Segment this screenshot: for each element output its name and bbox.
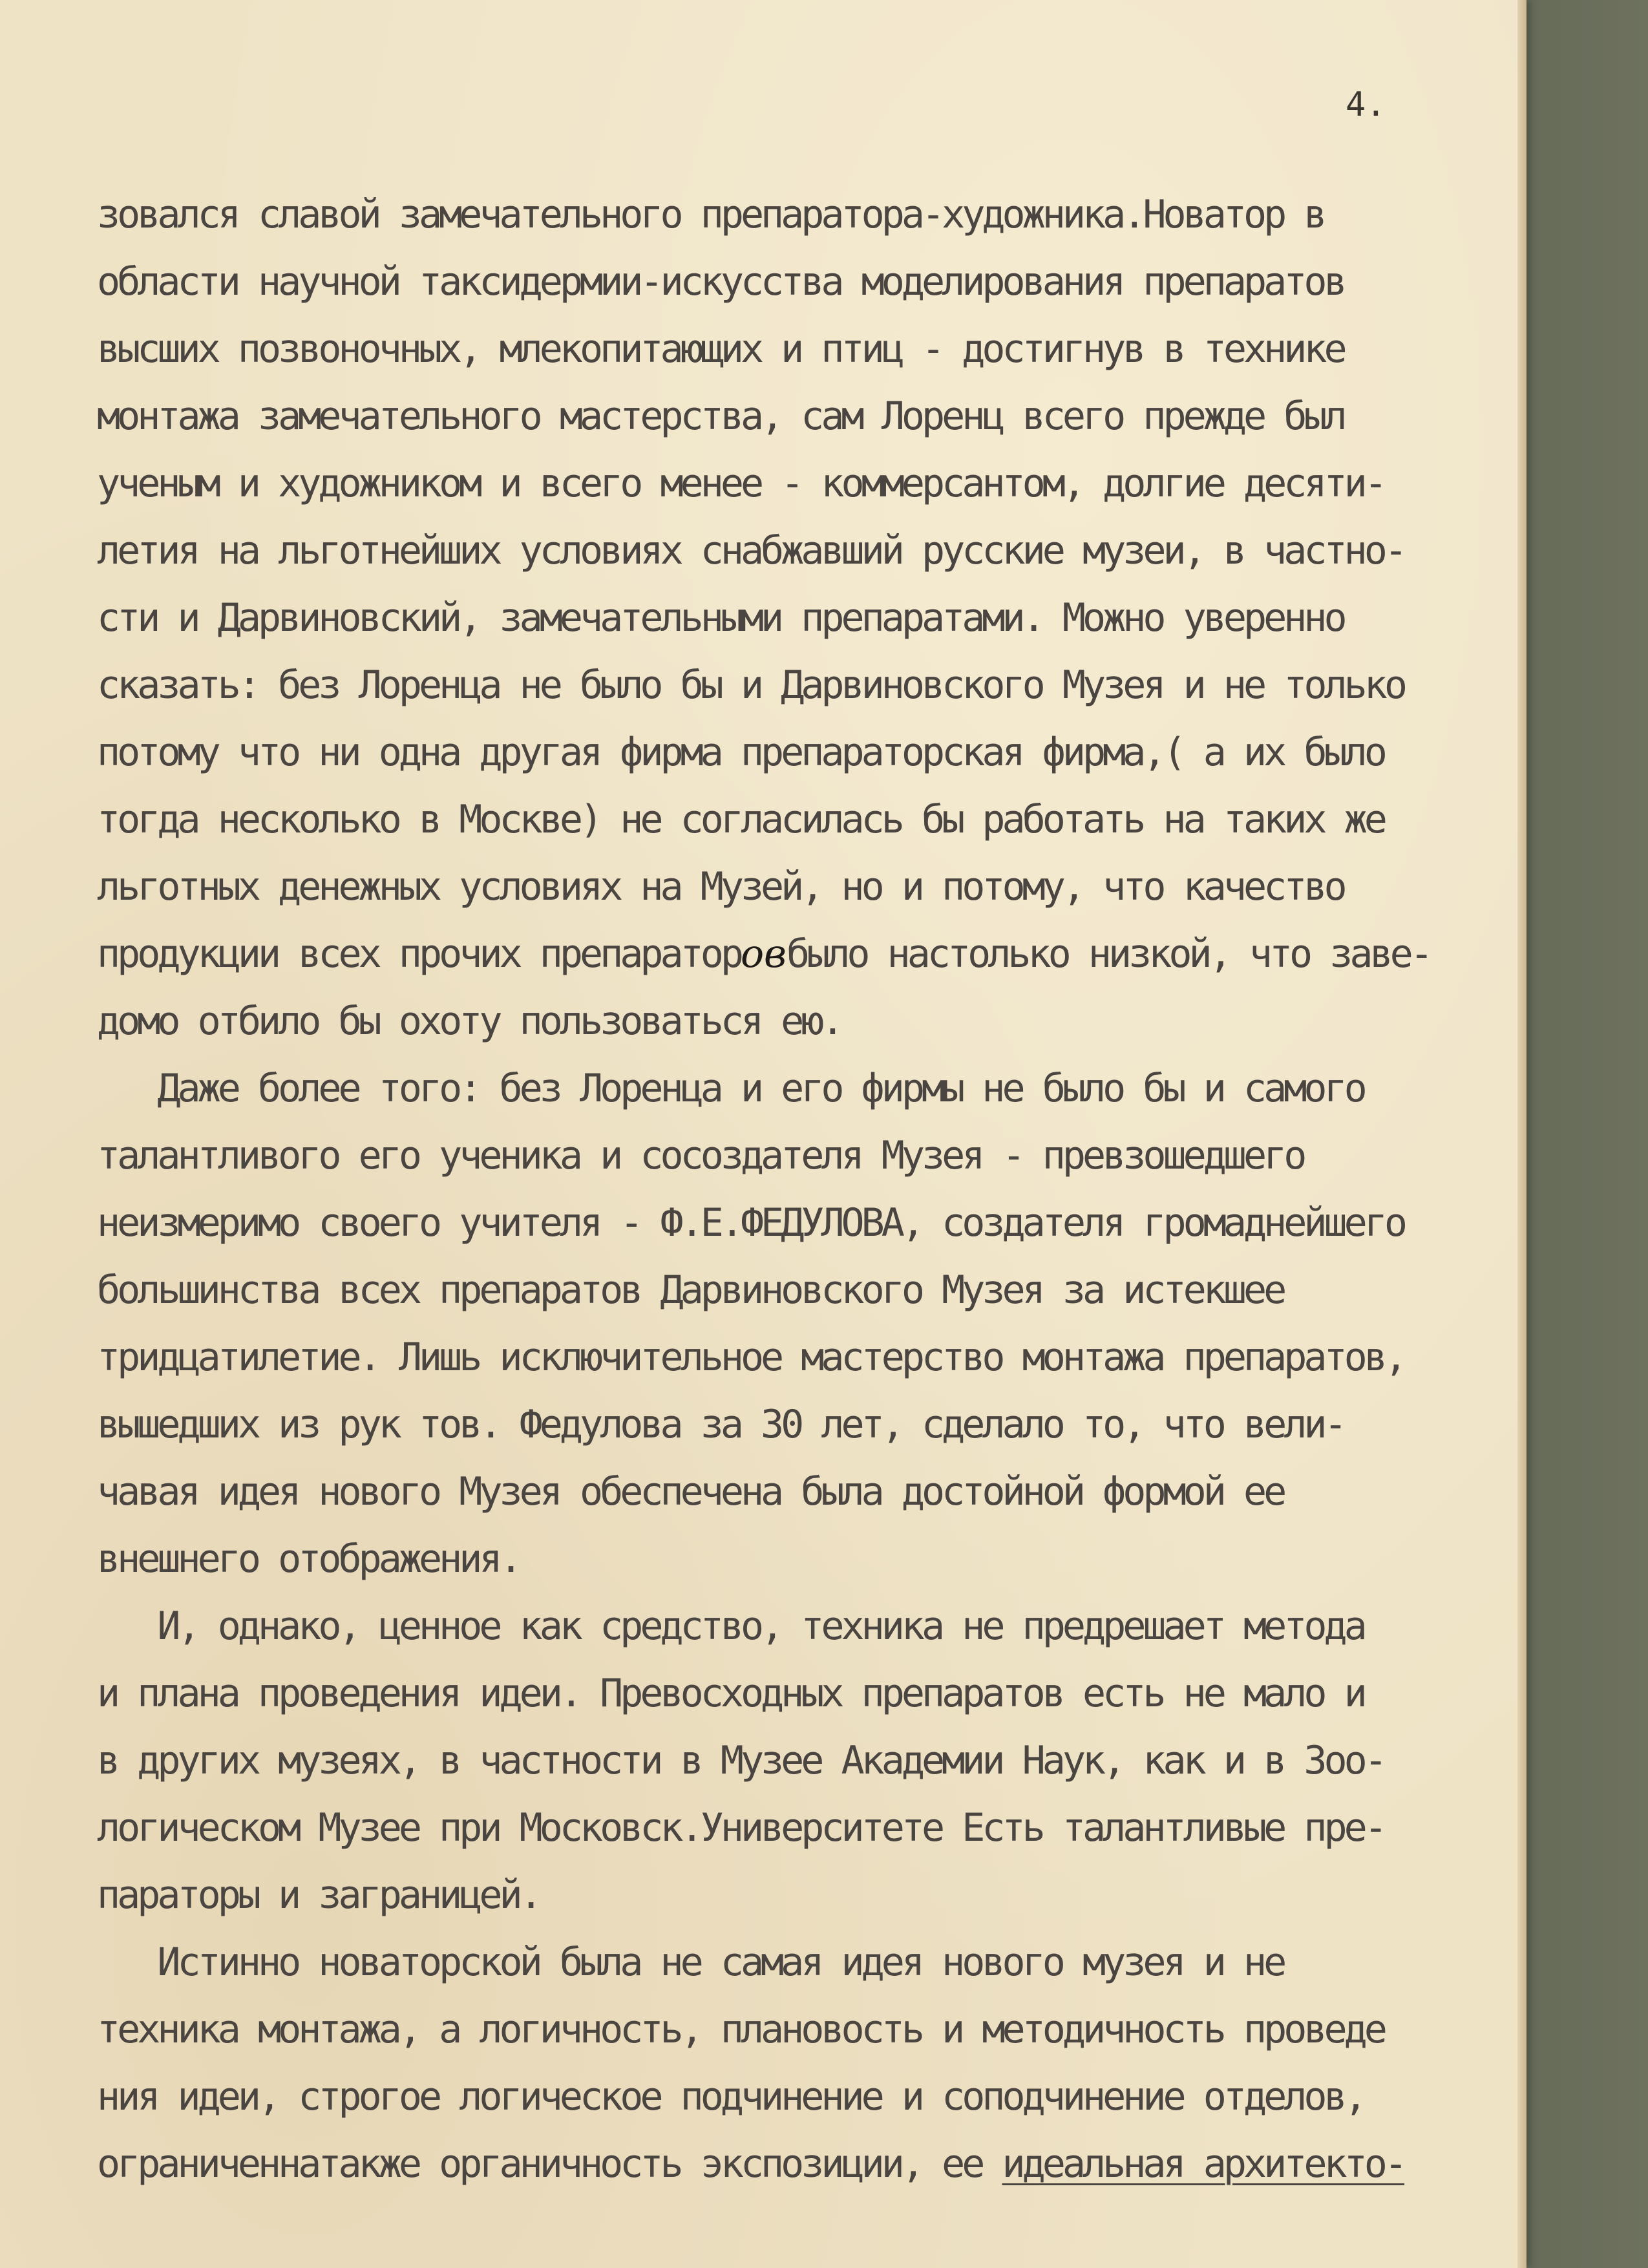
handwritten-correction: ов: [740, 931, 787, 977]
line-segment: ограниченнатакже органичность экспозиции, ее: [97, 2141, 1002, 2187]
text-line: внешнего отображения.: [97, 1536, 520, 1582]
text-line: И, однако, ценное как средство, техника не предрешает метода: [97, 1604, 1364, 1649]
text-line: вышедших из рук тов. Федулова за 30 лет, сделало то, что вели-: [97, 1402, 1344, 1447]
line-segment: было настолько низкой, что заве-: [786, 931, 1430, 977]
text-line: и плана проведения идеи. Превосходных препаратов есть не мало и: [97, 1671, 1364, 1716]
text-line: талантливого его ученика и сосоздателя Музея - превзошедшего: [97, 1133, 1304, 1178]
text-line: ученым и художником и всего менее - коммерсантом, долгие десяти-: [97, 461, 1384, 506]
page-edge: [1517, 0, 1527, 2268]
text-line: сказать: без Лоренца не было бы и Дарвиновского Музея и не только: [97, 662, 1404, 708]
text-line: домо отбило бы охоту пользоваться ею.: [97, 999, 841, 1044]
text-line: в других музеях, в частности в Музее Академии Наук, как и в Зоо-: [97, 1738, 1384, 1783]
text-line: Истинно новаторской была не самая идея нового музея и не: [97, 1940, 1284, 1985]
text-line: монтажа замечательного мастерства, сам Лоренц всего прежде был: [97, 394, 1344, 439]
text-line: ния идеи, строгое логическое подчинение и соподчинение отделов,: [97, 2074, 1364, 2119]
page-number: 4.: [1346, 85, 1386, 124]
text-line-with-underline: [97, 2130, 1519, 2198]
text-line: летия на льготнейших условиях снабжавший русские музеи, в частно-: [97, 528, 1404, 573]
text-line: Даже более того: без Лоренца и его фирмы не было бы и самого: [97, 1066, 1364, 1111]
text-line: неизмеримо своего учителя - Ф.Е.ФЕДУЛОВА, создателя громаднейшего: [97, 1200, 1404, 1245]
typewritten-text: [97, 181, 1519, 2198]
underlined-text: идеальная архитекто-: [1002, 2141, 1405, 2187]
text-line: высших позвоночных, млекопитающих и птиц - достигнув в технике: [97, 326, 1344, 372]
text-line: логическом Музее при Московск.Университете Есть талантливые пре-: [97, 1805, 1384, 1850]
text-line: льготных денежных условиях на Музей, но и потому, что качество: [97, 864, 1344, 909]
text-line: сти и Дарвиновский, замечательными препаратами. Можно уверенно: [97, 595, 1344, 641]
text-line: чавая идея нового Музея обеспечена была достойной формой ее: [97, 1469, 1284, 1514]
text-line: зовался славой замечательного препаратора-художника.Новатор в: [97, 192, 1324, 237]
text-line: тридцатилетие. Лишь исключительное мастерство монтажа препаратов,: [97, 1335, 1404, 1380]
text-line: параторы и заграницей.: [97, 1872, 540, 1918]
text-line-with-correction: [97, 920, 1519, 988]
text-line: тогда несколько в Москве) не согласилась бы работать на таких же: [97, 797, 1384, 842]
text-line: области научной таксидермии-искусства моделирования препаратов: [97, 259, 1344, 304]
line-segment: продукции всех прочих препаратор: [97, 931, 741, 977]
text-line: большинства всех препаратов Дарвиновского Музея за истекшее: [97, 1267, 1284, 1313]
text-line: потому что ни одна другая фирма препараторская фирма,( а их было: [97, 730, 1384, 775]
text-line: техника монтажа, а логичность, плановость и методичность проведе: [97, 2007, 1384, 2052]
